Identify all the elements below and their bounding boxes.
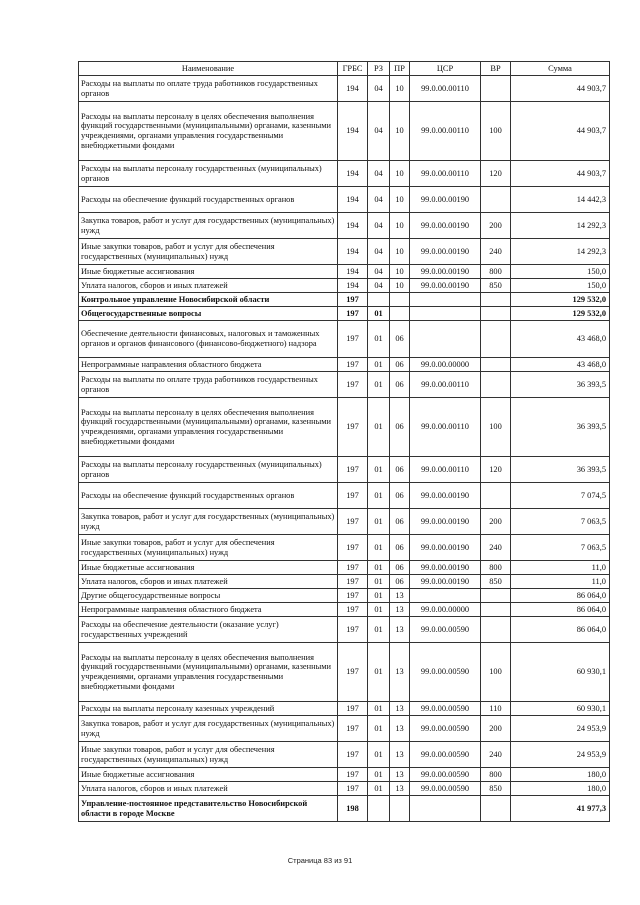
page-number: Страница 83 из 91: [287, 856, 353, 865]
cell-vr: [481, 372, 511, 398]
table-row: [79, 187, 610, 213]
cell-name: Общегосударственные вопросы: [79, 307, 338, 321]
cell-name: Контрольное управление Новосибирской области: [79, 293, 338, 307]
cell-grbs: 197: [338, 457, 368, 483]
cell-grbs: 194: [338, 161, 368, 187]
cell-grbs: 197: [338, 702, 368, 716]
cell-csr: 99.0.00.00190: [410, 239, 481, 265]
cell-name: Закупка товаров, работ и услуг для государственных (муниципальных) нужд: [79, 213, 338, 239]
cell-csr: 99.0.00.00190: [410, 483, 481, 509]
cell-csr: 99.0.00.00110: [410, 161, 481, 187]
cell-name: Иные закупки товаров, работ и услуг для обеспечения государственных (муниципальных) нужд: [79, 535, 338, 561]
table-row: [79, 161, 610, 187]
cell-vr: 100: [481, 398, 511, 457]
cell-rz: 01: [368, 372, 390, 398]
cell-name: Расходы на выплаты персоналу в целях обеспечения выполнения функций государственными (муниципальными) органами, казенными учреждениями, органами управления государственными внебюджетными фондами: [79, 102, 338, 161]
cell-grbs: 197: [338, 535, 368, 561]
cell-rz: 04: [368, 265, 390, 279]
cell-name: Уплата налогов, сборов и иных платежей: [79, 279, 338, 293]
cell-vr: 200: [481, 213, 511, 239]
cell-name: Иные бюджетные ассигнования: [79, 561, 338, 575]
table-row: [79, 372, 610, 398]
cell-vr: [481, 603, 511, 617]
cell-grbs: 197: [338, 617, 368, 643]
table-row: [79, 643, 610, 702]
table-row: [79, 742, 610, 768]
cell-grbs: 197: [338, 575, 368, 589]
cell-pr: 06: [390, 398, 410, 457]
budget-table: [78, 61, 610, 822]
cell-vr: 200: [481, 716, 511, 742]
cell-vr: [481, 796, 511, 822]
cell-rz: 01: [368, 358, 390, 372]
cell-vr: [481, 321, 511, 358]
header-sum: Сумма: [511, 62, 610, 76]
cell-name: Непрограммные направления областного бюджета: [79, 603, 338, 617]
cell-pr: 10: [390, 279, 410, 293]
cell-vr: [481, 293, 511, 307]
table-row: [79, 561, 610, 575]
cell-grbs: 197: [338, 589, 368, 603]
cell-pr: 13: [390, 716, 410, 742]
table-row: [79, 102, 610, 161]
cell-grbs: 194: [338, 279, 368, 293]
cell-sum: 24 953,9: [511, 742, 610, 768]
cell-vr: 850: [481, 782, 511, 796]
cell-grbs: 197: [338, 643, 368, 702]
cell-sum: 60 930,1: [511, 702, 610, 716]
cell-rz: 04: [368, 213, 390, 239]
cell-sum: 150,0: [511, 265, 610, 279]
cell-rz: 01: [368, 483, 390, 509]
cell-name: Расходы на выплаты персоналу в целях обеспечения выполнения функций государственными (муниципальными) органами, казенными учреждениями, органами управления государственными внебюджетными фондами: [79, 398, 338, 457]
cell-csr: 99.0.00.00190: [410, 575, 481, 589]
cell-sum: 86 064,0: [511, 603, 610, 617]
cell-grbs: 197: [338, 398, 368, 457]
table-row: [79, 279, 610, 293]
cell-pr: 06: [390, 358, 410, 372]
cell-rz: 01: [368, 742, 390, 768]
header-pr: ПР: [390, 62, 410, 76]
cell-pr: 10: [390, 187, 410, 213]
cell-vr: [481, 617, 511, 643]
table-body: [79, 76, 610, 822]
cell-name: Расходы на выплаты по оплате труда работников государственных органов: [79, 372, 338, 398]
cell-name: Расходы на выплаты персоналу государственных (муниципальных) органов: [79, 457, 338, 483]
cell-name: Расходы на обеспечение функций государственных органов: [79, 187, 338, 213]
cell-pr: 13: [390, 768, 410, 782]
cell-pr: 06: [390, 457, 410, 483]
cell-pr: [390, 307, 410, 321]
cell-grbs: 194: [338, 213, 368, 239]
cell-csr: 99.0.00.00000: [410, 358, 481, 372]
cell-sum: 7 063,5: [511, 535, 610, 561]
cell-vr: 120: [481, 161, 511, 187]
cell-pr: 06: [390, 372, 410, 398]
cell-csr: 99.0.00.00190: [410, 187, 481, 213]
table-row: [79, 509, 610, 535]
header-name: Наименование: [79, 62, 338, 76]
cell-sum: 180,0: [511, 782, 610, 796]
cell-csr: 99.0.00.00110: [410, 398, 481, 457]
cell-pr: 10: [390, 213, 410, 239]
cell-sum: 129 532,0: [511, 307, 610, 321]
cell-sum: 36 393,5: [511, 457, 610, 483]
cell-name: Управление-постоянное представительство Новосибирской области в городе Москве: [79, 796, 338, 822]
cell-grbs: 197: [338, 307, 368, 321]
cell-sum: 86 064,0: [511, 589, 610, 603]
cell-rz: 04: [368, 161, 390, 187]
cell-csr: 99.0.00.00590: [410, 742, 481, 768]
cell-name: Обеспечение деятельности финансовых, налоговых и таможенных органов и органов финансового (финансово-бюджетного) надзора: [79, 321, 338, 358]
cell-pr: 13: [390, 742, 410, 768]
table-header-row: [79, 62, 610, 76]
cell-rz: [368, 293, 390, 307]
cell-csr: 99.0.00.00190: [410, 561, 481, 575]
cell-grbs: 194: [338, 239, 368, 265]
cell-rz: 01: [368, 398, 390, 457]
cell-vr: [481, 307, 511, 321]
cell-csr: 99.0.00.00110: [410, 102, 481, 161]
cell-name: Иные закупки товаров, работ и услуг для обеспечения государственных (муниципальных) нужд: [79, 742, 338, 768]
table-row: [79, 575, 610, 589]
cell-pr: 10: [390, 102, 410, 161]
cell-vr: 200: [481, 509, 511, 535]
cell-rz: 04: [368, 279, 390, 293]
table-row: [79, 213, 610, 239]
cell-csr: 99.0.00.00190: [410, 265, 481, 279]
table-row: [79, 293, 610, 307]
cell-csr: [410, 307, 481, 321]
header-vr: ВР: [481, 62, 511, 76]
cell-csr: 99.0.00.00590: [410, 716, 481, 742]
cell-csr: 99.0.00.00110: [410, 76, 481, 102]
cell-name: Расходы на выплаты по оплате труда работников государственных органов: [79, 76, 338, 102]
cell-pr: 13: [390, 617, 410, 643]
cell-sum: 24 953,9: [511, 716, 610, 742]
cell-csr: 99.0.00.00190: [410, 535, 481, 561]
cell-csr: 99.0.00.00000: [410, 603, 481, 617]
cell-rz: 04: [368, 187, 390, 213]
cell-sum: 14 292,3: [511, 213, 610, 239]
table-row: [79, 76, 610, 102]
cell-sum: 60 930,1: [511, 643, 610, 702]
cell-csr: 99.0.00.00590: [410, 643, 481, 702]
cell-pr: 13: [390, 782, 410, 796]
header-grbs: ГРБС: [338, 62, 368, 76]
table-row: [79, 796, 610, 822]
cell-name: Непрограммные направления областного бюджета: [79, 358, 338, 372]
header-rz: РЗ: [368, 62, 390, 76]
cell-rz: 01: [368, 457, 390, 483]
cell-sum: 44 903,7: [511, 102, 610, 161]
cell-grbs: 197: [338, 509, 368, 535]
cell-grbs: 197: [338, 372, 368, 398]
cell-vr: 120: [481, 457, 511, 483]
cell-pr: [390, 796, 410, 822]
cell-vr: 240: [481, 535, 511, 561]
cell-rz: 01: [368, 768, 390, 782]
cell-vr: 800: [481, 561, 511, 575]
cell-name: Уплата налогов, сборов и иных платежей: [79, 575, 338, 589]
table-row: [79, 239, 610, 265]
cell-sum: 44 903,7: [511, 76, 610, 102]
cell-pr: 10: [390, 161, 410, 187]
cell-sum: 7 074,5: [511, 483, 610, 509]
cell-pr: 10: [390, 76, 410, 102]
cell-sum: 43 468,0: [511, 321, 610, 358]
cell-pr: 10: [390, 239, 410, 265]
cell-rz: 01: [368, 535, 390, 561]
table-row: [79, 603, 610, 617]
cell-rz: 01: [368, 575, 390, 589]
cell-vr: 100: [481, 102, 511, 161]
cell-grbs: 194: [338, 187, 368, 213]
cell-rz: [368, 796, 390, 822]
cell-name: Расходы на обеспечение деятельности (оказание услуг) государственных учреждений: [79, 617, 338, 643]
cell-pr: 06: [390, 509, 410, 535]
cell-grbs: 198: [338, 796, 368, 822]
cell-csr: 99.0.00.00190: [410, 279, 481, 293]
cell-grbs: 197: [338, 716, 368, 742]
cell-name: Уплата налогов, сборов и иных платежей: [79, 782, 338, 796]
cell-pr: 13: [390, 643, 410, 702]
cell-pr: 13: [390, 603, 410, 617]
cell-sum: 43 468,0: [511, 358, 610, 372]
cell-sum: 129 532,0: [511, 293, 610, 307]
cell-rz: 04: [368, 76, 390, 102]
cell-vr: [481, 358, 511, 372]
cell-rz: 01: [368, 509, 390, 535]
cell-rz: 01: [368, 603, 390, 617]
cell-vr: 850: [481, 575, 511, 589]
cell-csr: [410, 321, 481, 358]
table-row: [79, 265, 610, 279]
cell-grbs: 197: [338, 768, 368, 782]
cell-name: Расходы на обеспечение функций государственных органов: [79, 483, 338, 509]
table-row: [79, 457, 610, 483]
cell-grbs: 194: [338, 76, 368, 102]
header-csr: ЦСР: [410, 62, 481, 76]
table-row: [79, 702, 610, 716]
cell-rz: 01: [368, 617, 390, 643]
cell-sum: 86 064,0: [511, 617, 610, 643]
cell-pr: [390, 293, 410, 307]
cell-name: Закупка товаров, работ и услуг для государственных (муниципальных) нужд: [79, 716, 338, 742]
table-row: [79, 321, 610, 358]
cell-rz: 01: [368, 716, 390, 742]
table-row: [79, 483, 610, 509]
cell-csr: 99.0.00.00590: [410, 782, 481, 796]
table-row: [79, 768, 610, 782]
cell-name: Другие общегосударственные вопросы: [79, 589, 338, 603]
cell-sum: 14 442,3: [511, 187, 610, 213]
table-row: [79, 716, 610, 742]
cell-rz: 04: [368, 239, 390, 265]
cell-sum: 180,0: [511, 768, 610, 782]
cell-sum: 11,0: [511, 575, 610, 589]
cell-name: Иные бюджетные ассигнования: [79, 265, 338, 279]
cell-grbs: 197: [338, 603, 368, 617]
cell-vr: 800: [481, 265, 511, 279]
cell-name: Иные бюджетные ассигнования: [79, 768, 338, 782]
cell-grbs: 197: [338, 358, 368, 372]
table-row: [79, 358, 610, 372]
cell-vr: 240: [481, 742, 511, 768]
cell-pr: 06: [390, 575, 410, 589]
cell-csr: [410, 293, 481, 307]
cell-grbs: 194: [338, 102, 368, 161]
cell-pr: 06: [390, 535, 410, 561]
cell-vr: [481, 187, 511, 213]
cell-sum: 44 903,7: [511, 161, 610, 187]
table-row: [79, 398, 610, 457]
cell-vr: 110: [481, 702, 511, 716]
cell-csr: 99.0.00.00110: [410, 372, 481, 398]
cell-vr: 850: [481, 279, 511, 293]
cell-sum: 36 393,5: [511, 372, 610, 398]
cell-name: Расходы на выплаты персоналу государственных (муниципальных) органов: [79, 161, 338, 187]
cell-name: Расходы на выплаты персоналу в целях обеспечения выполнения функций государственными (муниципальными) органами, казенными учреждениями, органами управления государственными внебюджетными фондами: [79, 643, 338, 702]
cell-pr: 06: [390, 483, 410, 509]
cell-grbs: 197: [338, 561, 368, 575]
table-row: [79, 782, 610, 796]
cell-sum: 41 977,3: [511, 796, 610, 822]
cell-csr: 99.0.00.00590: [410, 702, 481, 716]
table-row: [79, 307, 610, 321]
cell-rz: 01: [368, 561, 390, 575]
cell-pr: 13: [390, 702, 410, 716]
cell-csr: [410, 589, 481, 603]
table-row: [79, 535, 610, 561]
cell-sum: 11,0: [511, 561, 610, 575]
cell-grbs: 197: [338, 293, 368, 307]
cell-name: Расходы на выплаты персоналу казенных учреждений: [79, 702, 338, 716]
cell-rz: 01: [368, 702, 390, 716]
cell-sum: 14 292,3: [511, 239, 610, 265]
cell-rz: 04: [368, 102, 390, 161]
cell-grbs: 194: [338, 265, 368, 279]
cell-sum: 7 063,5: [511, 509, 610, 535]
cell-sum: 36 393,5: [511, 398, 610, 457]
cell-grbs: 197: [338, 483, 368, 509]
cell-vr: [481, 76, 511, 102]
cell-csr: 99.0.00.00190: [410, 213, 481, 239]
cell-name: Иные закупки товаров, работ и услуг для обеспечения государственных (муниципальных) нужд: [79, 239, 338, 265]
table-row: [79, 617, 610, 643]
cell-csr: 99.0.00.00590: [410, 617, 481, 643]
cell-sum: 150,0: [511, 279, 610, 293]
cell-grbs: 197: [338, 321, 368, 358]
cell-grbs: 197: [338, 782, 368, 796]
cell-pr: 10: [390, 265, 410, 279]
table-row: [79, 589, 610, 603]
cell-csr: [410, 796, 481, 822]
cell-vr: [481, 589, 511, 603]
cell-vr: 240: [481, 239, 511, 265]
cell-rz: 01: [368, 307, 390, 321]
cell-rz: 01: [368, 589, 390, 603]
cell-rz: 01: [368, 643, 390, 702]
cell-csr: 99.0.00.00190: [410, 509, 481, 535]
cell-name: Закупка товаров, работ и услуг для государственных (муниципальных) нужд: [79, 509, 338, 535]
cell-vr: 800: [481, 768, 511, 782]
cell-vr: 100: [481, 643, 511, 702]
cell-pr: 13: [390, 589, 410, 603]
cell-csr: 99.0.00.00590: [410, 768, 481, 782]
cell-pr: 06: [390, 321, 410, 358]
cell-csr: 99.0.00.00110: [410, 457, 481, 483]
cell-rz: 01: [368, 782, 390, 796]
cell-pr: 06: [390, 561, 410, 575]
cell-rz: 01: [368, 321, 390, 358]
cell-vr: [481, 483, 511, 509]
cell-grbs: 197: [338, 742, 368, 768]
